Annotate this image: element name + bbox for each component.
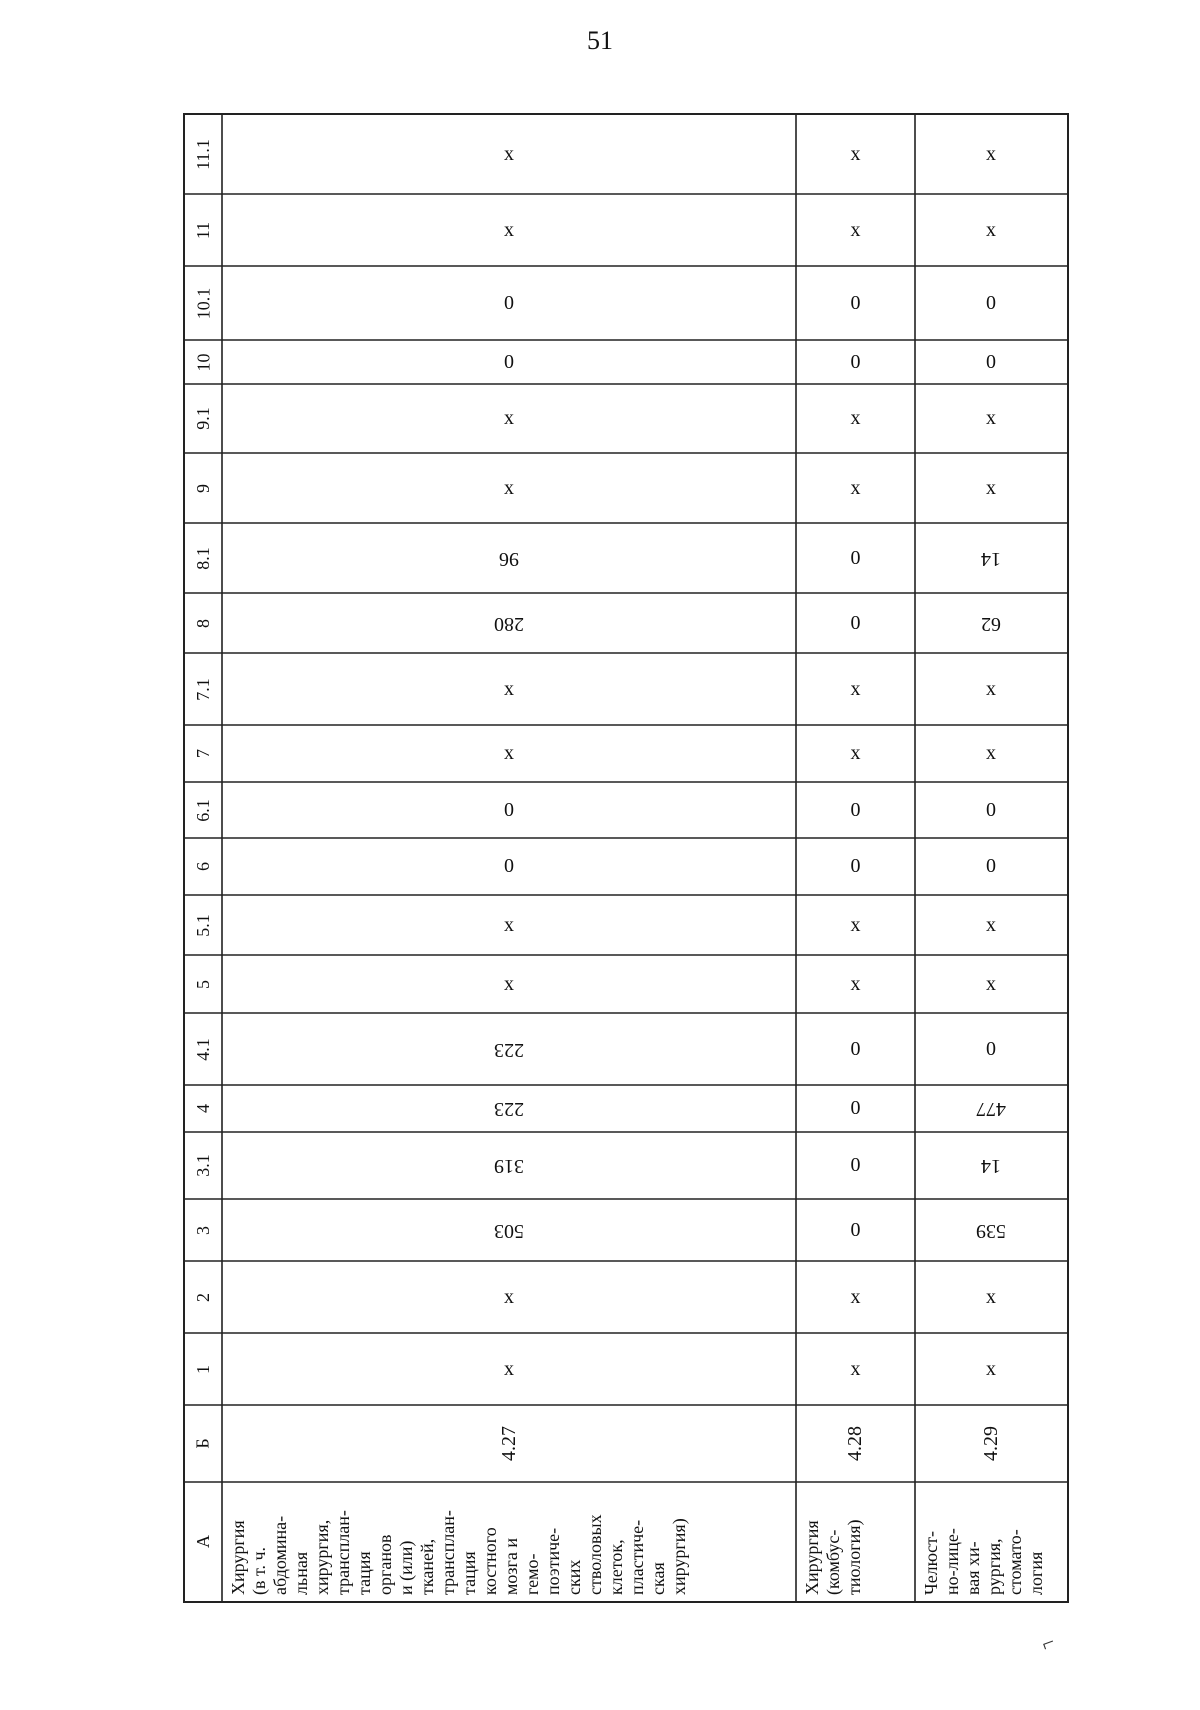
value-cell <box>222 194 796 266</box>
value-cell <box>796 1085 915 1132</box>
column-header: 11 <box>193 221 213 239</box>
value: x <box>850 143 861 165</box>
value: 14 <box>981 547 1001 570</box>
value: 0 <box>850 1218 861 1241</box>
value-cell <box>796 955 915 1013</box>
value-cell <box>796 782 915 838</box>
value: x <box>986 1357 996 1380</box>
value-cell <box>796 653 915 725</box>
value: 0 <box>986 291 996 314</box>
value-cell <box>915 1333 1067 1405</box>
value-cell <box>796 266 915 340</box>
value-cell <box>222 725 796 782</box>
value: x <box>986 218 996 241</box>
value: x <box>850 1357 861 1380</box>
row-code: 4.29 <box>979 1426 1002 1461</box>
column-header: 1 <box>193 1364 213 1374</box>
value-cell <box>796 1013 915 1085</box>
column-header: 3 <box>193 1225 213 1235</box>
column-header: 6 <box>193 862 213 871</box>
value-cell <box>915 1199 1067 1261</box>
column-header: 5 <box>193 979 213 989</box>
value: 0 <box>504 291 514 314</box>
column-header-cell <box>185 1013 222 1085</box>
column-header: 9.1 <box>193 407 213 430</box>
value-cell <box>796 384 915 453</box>
row-code: 4.28 <box>844 1426 866 1461</box>
value-cell <box>915 593 1067 653</box>
value: 223 <box>494 1098 524 1120</box>
column-header-cell <box>185 523 222 593</box>
value: 0 <box>850 855 861 877</box>
value: 14 <box>981 1155 1001 1177</box>
row-name: Хирургия (в т. ч. абдомина- льная хирургия, трансплан- тация органов и (или) тканей, трансплан- тация костного мозга и гемо- поэтиче- ских стволовых клеток, пластиче- ская хирургия) <box>228 1510 689 1595</box>
row-name-cell <box>222 1482 796 1601</box>
value: x <box>504 913 514 936</box>
value: 0 <box>850 291 861 314</box>
value: x <box>504 1285 514 1308</box>
value: x <box>504 407 514 429</box>
value: 0 <box>850 1097 861 1119</box>
value-cell <box>222 593 796 653</box>
value: x <box>850 742 861 764</box>
column-header: 3.1 <box>193 1154 213 1177</box>
column-header-cell <box>185 1085 222 1132</box>
value: x <box>986 972 996 995</box>
value-cell <box>222 895 796 955</box>
value-cell <box>915 1261 1067 1333</box>
value: 0 <box>986 1037 996 1060</box>
value: 319 <box>494 1155 524 1177</box>
value: 96 <box>499 547 519 570</box>
value: 223 <box>494 1038 524 1061</box>
column-header-cell <box>185 1405 222 1482</box>
rotated-data-table <box>183 113 1069 1603</box>
value: x <box>850 913 861 936</box>
value-cell <box>915 838 1067 895</box>
value: x <box>986 913 996 936</box>
column-header: 8.1 <box>193 546 213 570</box>
row-code-cell <box>222 1405 796 1482</box>
value: x <box>504 143 514 165</box>
value: x <box>504 972 514 995</box>
value-cell <box>222 340 796 384</box>
column-header-cell <box>185 653 222 725</box>
column-header-cell <box>185 955 222 1013</box>
column-header: 5.1 <box>193 913 213 937</box>
column-header: Б <box>193 1438 213 1449</box>
value-cell <box>222 115 796 194</box>
value: x <box>850 476 861 499</box>
value: 0 <box>504 798 514 821</box>
value: x <box>504 476 514 499</box>
column-header: 11.1 <box>193 139 213 170</box>
column-header-cell <box>185 895 222 955</box>
value: x <box>986 1285 996 1308</box>
value-cell <box>915 1085 1067 1132</box>
value-cell <box>796 725 915 782</box>
value-cell <box>915 266 1067 340</box>
value-cell <box>915 453 1067 523</box>
value-cell <box>915 1013 1067 1085</box>
value-cell <box>222 1261 796 1333</box>
value: 503 <box>494 1219 524 1242</box>
value: 539 <box>976 1219 1006 1242</box>
value: 0 <box>850 1037 861 1060</box>
value-cell <box>796 895 915 955</box>
value: 0 <box>850 546 861 569</box>
row-code: 4.27 <box>497 1426 520 1461</box>
value: x <box>850 677 861 700</box>
value-cell <box>796 194 915 266</box>
column-header-cell <box>185 838 222 895</box>
row-name-cell <box>796 1482 915 1601</box>
column-header: 6.1 <box>193 798 213 822</box>
scan-artifact: ⌐ <box>1037 1628 1059 1657</box>
row-name-cell <box>915 1482 1067 1601</box>
column-header-cell <box>185 1132 222 1199</box>
value: x <box>850 1285 861 1308</box>
value: 477 <box>976 1098 1006 1120</box>
column-header-cell <box>185 1333 222 1405</box>
value-cell <box>796 1132 915 1199</box>
value-cell <box>222 266 796 340</box>
column-header-cell <box>185 340 222 384</box>
column-header: 10 <box>193 353 213 371</box>
value-cell <box>915 194 1067 266</box>
column-header: 7 <box>193 749 213 758</box>
value: x <box>504 218 514 241</box>
value: x <box>850 407 861 429</box>
value-cell <box>796 1199 915 1261</box>
value: x <box>986 476 996 499</box>
column-header: А <box>193 1535 213 1548</box>
value-cell <box>796 453 915 523</box>
value-cell <box>796 115 915 194</box>
value-cell <box>222 1013 796 1085</box>
value-cell <box>222 523 796 593</box>
column-header-cell <box>185 1482 222 1601</box>
value-cell <box>222 384 796 453</box>
column-header: 9 <box>193 483 213 493</box>
value-cell <box>915 955 1067 1013</box>
value-cell <box>915 340 1067 384</box>
page-number: 51 <box>587 26 613 55</box>
value-cell <box>796 593 915 653</box>
value-cell <box>915 523 1067 593</box>
column-header-cell <box>185 384 222 453</box>
value-cell <box>796 340 915 384</box>
column-header-cell <box>185 593 222 653</box>
value: x <box>986 677 996 700</box>
value: 0 <box>986 798 996 821</box>
value-cell <box>915 725 1067 782</box>
value: 62 <box>981 612 1001 635</box>
row-code-cell <box>915 1405 1067 1482</box>
value: 0 <box>850 611 861 634</box>
column-header: 8 <box>193 618 213 628</box>
value-cell <box>796 838 915 895</box>
value: 0 <box>850 798 861 821</box>
value-cell <box>222 653 796 725</box>
value: x <box>504 1357 514 1380</box>
value-cell <box>796 523 915 593</box>
column-header-cell <box>185 115 222 194</box>
value: 280 <box>494 612 524 635</box>
column-header-cell <box>185 725 222 782</box>
value-cell <box>915 1132 1067 1199</box>
row-code-cell <box>796 1405 915 1482</box>
value: 0 <box>986 350 996 373</box>
column-header: 4 <box>193 1104 213 1113</box>
column-header-cell <box>185 194 222 266</box>
value: x <box>986 407 996 429</box>
value-cell <box>915 653 1067 725</box>
value-cell <box>222 955 796 1013</box>
value-cell <box>796 1261 915 1333</box>
column-header: 7.1 <box>193 677 213 701</box>
value-cell <box>915 895 1067 955</box>
column-header-cell <box>185 782 222 838</box>
value-cell <box>222 1132 796 1199</box>
value-cell <box>915 115 1067 194</box>
value-cell <box>222 453 796 523</box>
value: 0 <box>504 855 514 877</box>
value-cell <box>222 1333 796 1405</box>
column-header-cell <box>185 266 222 340</box>
column-header: 2 <box>193 1292 213 1302</box>
value: x <box>986 742 996 764</box>
value: x <box>850 218 861 241</box>
value: 0 <box>850 350 861 373</box>
value: x <box>850 972 861 995</box>
column-header-cell <box>185 453 222 523</box>
value-cell <box>222 1199 796 1261</box>
row-name: Челюст- но-лице- вая хи- рургия, стомато- логия <box>921 1528 1046 1595</box>
value-cell <box>222 782 796 838</box>
value: x <box>504 677 514 700</box>
value-cell <box>915 782 1067 838</box>
column-header-cell <box>185 1199 222 1261</box>
value: 0 <box>504 350 514 373</box>
value: 0 <box>850 1154 861 1176</box>
value-cell <box>915 384 1067 453</box>
column-header-cell <box>185 1261 222 1333</box>
value: 0 <box>986 855 996 877</box>
value-cell <box>796 1333 915 1405</box>
value: x <box>986 143 996 165</box>
value-cell <box>222 1085 796 1132</box>
column-header: 4.1 <box>193 1037 213 1061</box>
value-cell <box>222 838 796 895</box>
row-name: Хирургия (комбус- тиология) <box>802 1519 864 1595</box>
column-header: 10.1 <box>193 287 213 319</box>
value: x <box>504 742 514 764</box>
